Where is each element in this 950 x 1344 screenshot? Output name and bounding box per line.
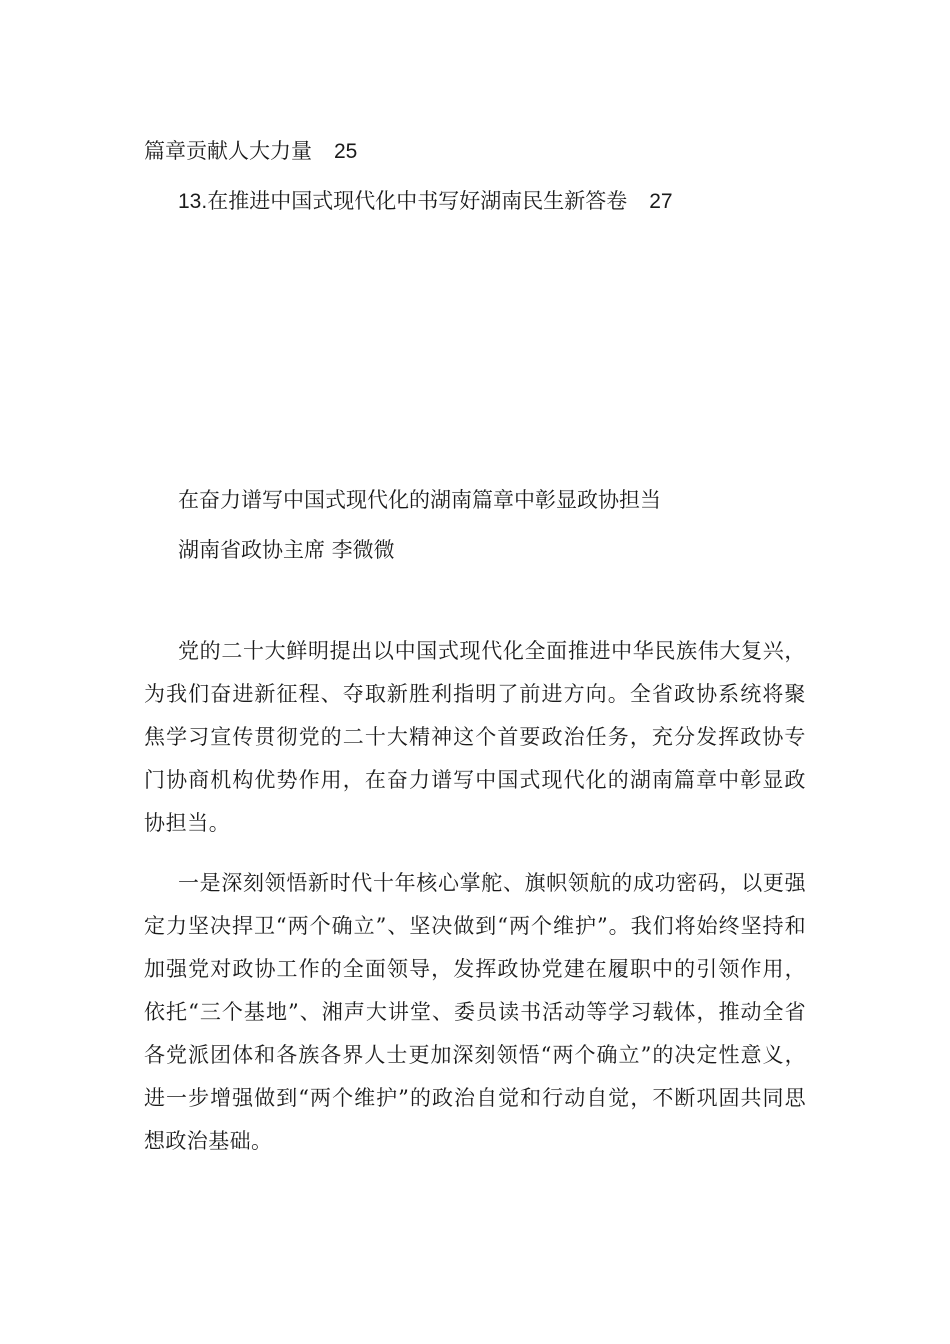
article-author: 湖南省政协主席 李微微 xyxy=(178,538,395,562)
article-title: 在奋力谱写中国式现代化的湖南篇章中彰显政协担当 xyxy=(178,488,661,512)
toc-item-text: 篇章贡献人大力量 xyxy=(144,139,312,163)
toc-page-number: 25 xyxy=(334,140,358,163)
toc-item-text: 在推进中国式现代化中书写好湖南民生新答卷 xyxy=(207,189,628,213)
paragraph: 一是深刻领悟新时代十年核心掌舵、旗帜领航的成功密码，以更强定力坚决捍卫“两个确立”、坚决做到“两个维护”。我们将始终坚持和加强党对政协工作的全面领导，发挥政协党建在履职中的引领作用，依托“三个基地”、湘声大讲堂、委员读书活动等学习载体，推动全省各党派团体和各族各界人士更加深刻领悟“两个确立”的决定性意义，进一步增强做到“两个维护”的政治自觉和行动自觉，不断巩固共同思想政治基础。 xyxy=(144,871,806,1153)
toc-item-13 xyxy=(178,186,673,217)
toc-page-number: 27 xyxy=(649,190,673,213)
article-body xyxy=(144,630,806,1180)
toc-item-number: 13. xyxy=(178,190,208,213)
paragraph: 党的二十大鲜明提出以中国式现代化全面推进中华民族伟大复兴，为我们奋进新征程、夺取新胜利指明了前进方向。全省政协系统将聚焦学习宣传贯彻党的二十大精神这个首要政治任务，充分发挥政协专门协商机构优势作用，在奋力谱写中国式现代化的湖南篇章中彰显政协担当。 xyxy=(144,639,806,835)
toc-item-continuation xyxy=(144,136,357,167)
